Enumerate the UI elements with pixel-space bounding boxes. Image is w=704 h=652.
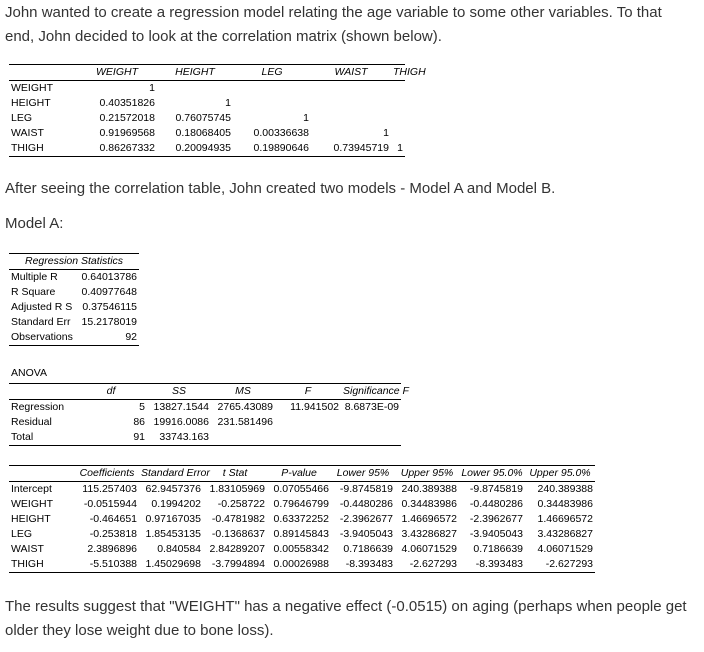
stat-label: Standard Err: [11, 316, 71, 328]
coef-cell: 0.63372252: [273, 513, 329, 525]
corr-col-header: WEIGHT: [77, 65, 157, 81]
correlation-row: [9, 81, 405, 97]
coef-cell: 0.840584: [157, 543, 201, 555]
anova-row: [9, 430, 401, 446]
coef-cell: -0.258722: [217, 498, 265, 510]
corr-cell: 0.40351826: [99, 97, 155, 109]
corr-cell: [233, 81, 311, 97]
coefficients-header-row: [9, 466, 595, 482]
anova-cell: [275, 415, 341, 430]
coef-cell: 1.85453135: [145, 528, 201, 540]
coefficients-row: [9, 512, 595, 527]
anova-row-label: Residual: [11, 416, 52, 428]
regression-stat-row: [9, 285, 139, 300]
stat-value: 0.40977648: [81, 286, 138, 298]
coef-cell: 0.97167035: [145, 513, 201, 525]
anova-row-label: Total: [9, 430, 75, 446]
anova-cell: [275, 430, 341, 446]
anova-col-header: F: [275, 384, 341, 400]
anova-cell: 11.941502: [290, 401, 339, 413]
coefficients-row: [9, 497, 595, 512]
coefficients-row: [9, 527, 595, 542]
anova-cell: 2765.43089: [217, 401, 273, 413]
stat-label: R Square: [11, 286, 56, 298]
corr-cell: 1: [149, 82, 155, 94]
coef-cell: 3.43286827: [401, 528, 457, 540]
corr-cell: 1: [383, 127, 389, 139]
corr-col-header: THIGH: [391, 65, 405, 81]
model-label: Model A:: [5, 215, 64, 232]
corr-cell: 0.86267332: [77, 141, 157, 157]
coef-row-label: WAIST: [11, 543, 44, 555]
corr-cell: 0.18068405: [175, 127, 231, 139]
coef-cell: -0.4781982: [211, 513, 265, 525]
coefficients-row: [9, 557, 595, 573]
coef-cell: -0.4480286: [469, 498, 523, 510]
stat-value: 0.64013786: [81, 271, 138, 283]
anova-row: [9, 400, 401, 416]
correlation-row: [9, 111, 405, 126]
after-text: After seeing the correlation table, John created two models - Model A and Model B.: [5, 180, 556, 197]
regression-stats-title-row: [9, 254, 139, 270]
coef-cell: 0.79646799: [273, 498, 329, 510]
conclusion-text: The results suggest that "WEIGHT" has a negative effect (-0.0515) on aging (perhaps when people get older they lose weight due to bone loss).: [5, 598, 687, 639]
coef-cell: -3.9405043: [339, 528, 393, 540]
corr-cell: [311, 81, 391, 97]
coef-cell: 2.84289207: [209, 543, 265, 555]
anova-cell: 5: [139, 401, 145, 413]
coef-cell: 1.46696572: [537, 513, 593, 525]
anova-cell: 19916.0086: [153, 416, 209, 428]
coef-cell: 3.43286827: [537, 528, 593, 540]
coef-cell: -9.8745819: [339, 483, 393, 495]
correlation-header-row: [9, 65, 405, 81]
coef-cell: 0.34483986: [401, 498, 457, 510]
coef-cell: 0.7186639: [343, 543, 393, 555]
coef-cell: -0.4480286: [339, 498, 393, 510]
coef-cell: -0.1368637: [211, 528, 265, 540]
anova-cell: [341, 415, 401, 430]
correlation-row: [9, 126, 405, 141]
coef-cell: 0.89145843: [273, 528, 329, 540]
coef-cell: -2.3962677: [339, 513, 393, 525]
coef-cell: 115.257403: [82, 483, 137, 495]
coef-cell: 4.06071529: [401, 543, 457, 555]
coef-cell: -8.393483: [459, 557, 525, 573]
corr-row-label: HEIGHT: [11, 97, 51, 109]
corr-col-header: WAIST: [311, 65, 391, 81]
coef-col-header: Upper 95.0%: [525, 466, 595, 482]
coef-row-label: LEG: [11, 528, 33, 540]
anova-cell: 33743.163: [147, 430, 211, 446]
coefficients-row: [9, 542, 595, 557]
coef-row-label: HEIGHT: [11, 513, 51, 525]
regression-stats-table: [9, 253, 139, 346]
coef-cell: -2.627293: [525, 557, 595, 573]
stat-value: 92: [75, 330, 139, 346]
corr-cell: 1: [225, 97, 231, 109]
coef-cell: -5.510388: [75, 557, 139, 573]
corr-cell: 0.21572018: [99, 112, 155, 124]
coef-col-header: Standard Error: [139, 466, 203, 482]
anova-title: ANOVA: [11, 367, 47, 379]
coefficients-table: [9, 465, 595, 573]
corr-cell: 0.91969568: [99, 127, 155, 139]
corr-cell: [157, 81, 233, 97]
anova-cell: 231.581496: [217, 416, 273, 428]
corr-cell: [391, 126, 405, 141]
corr-col-header: HEIGHT: [157, 65, 233, 81]
anova-col-header: df: [75, 384, 147, 400]
anova-header-row: [9, 384, 401, 400]
regression-stat-row: [9, 270, 139, 286]
coef-cell: 240.389388: [537, 483, 593, 495]
coef-cell: 0.07055466: [273, 483, 329, 495]
corr-cell: 1: [303, 112, 309, 124]
coef-cell: -3.7994894: [203, 557, 267, 573]
stat-label: Observations: [9, 330, 75, 346]
coef-cell: 1.46696572: [401, 513, 457, 525]
anova-cell: 8.6873E-09: [344, 401, 399, 413]
coef-cell: -9.8745819: [469, 483, 523, 495]
coef-cell: -2.3962677: [469, 513, 523, 525]
coef-row-label: WEIGHT: [11, 498, 53, 510]
coef-cell: 1.45029698: [139, 557, 203, 573]
anova-col-header: Significance F: [341, 384, 401, 400]
corr-col-header: LEG: [233, 65, 311, 81]
coef-cell: 4.06071529: [537, 543, 593, 555]
corr-cell: [391, 81, 405, 97]
coef-cell: 240.389388: [401, 483, 457, 495]
coef-cell: -0.464651: [89, 513, 137, 525]
coef-cell: 0.7186639: [473, 543, 523, 555]
anova-table: [9, 383, 409, 446]
anova-row: [9, 415, 401, 430]
coef-cell: -8.393483: [331, 557, 395, 573]
corr-cell: 1: [391, 141, 405, 157]
coef-cell: 0.00026988: [267, 557, 331, 573]
coef-col-header: P-value: [267, 466, 331, 482]
coef-row-label: Intercept: [11, 483, 52, 495]
correlation-row: [9, 141, 405, 157]
stat-value: 15.2178019: [81, 316, 138, 328]
corr-row-label: WAIST: [11, 127, 44, 139]
coef-cell: -2.627293: [395, 557, 459, 573]
coef-cell: 0.1994202: [151, 498, 201, 510]
corr-cell: [391, 111, 405, 126]
stat-value: 0.37546115: [82, 301, 138, 313]
corr-cell: 0.20094935: [157, 141, 233, 157]
anova-row-label: Regression: [11, 401, 65, 413]
coef-row-label: THIGH: [9, 557, 75, 573]
corr-cell: [233, 96, 311, 111]
coef-cell: 2.3896896: [87, 543, 137, 555]
regression-stat-row: [9, 330, 139, 346]
anova-cell: 86: [133, 416, 145, 428]
corr-row-label: WEIGHT: [11, 82, 53, 94]
regression-stat-row: [9, 315, 139, 330]
coef-col-header: Upper 95%: [395, 466, 459, 482]
coef-col-header: Coefficients: [75, 466, 139, 482]
correlation-row: [9, 96, 405, 111]
anova-cell: 91: [75, 430, 147, 446]
corr-row-label: LEG: [11, 112, 33, 124]
coef-cell: 1.83105969: [209, 483, 265, 495]
anova-col-header: MS: [211, 384, 275, 400]
intro-text: John wanted to create a regression model relating the age variable to some other variables. To that end, John decided to look at the correlation matrix (shown below).: [5, 4, 662, 45]
corr-cell: [311, 111, 391, 126]
corr-cell: 0.73945719: [311, 141, 391, 157]
corr-cell: [391, 96, 405, 111]
regression-stats-title: Regression Statistics: [9, 254, 139, 270]
coef-cell: -0.0515944: [83, 498, 137, 510]
anova-col-header: SS: [147, 384, 211, 400]
stat-label: Adjusted R S: [11, 301, 73, 313]
correlation-table: [9, 64, 426, 157]
coef-col-header: t Stat: [203, 466, 267, 482]
stat-label: Multiple R: [11, 271, 58, 283]
coef-cell: 0.34483986: [537, 498, 593, 510]
regression-stat-row: [9, 300, 139, 315]
coef-cell: -0.253818: [89, 528, 137, 540]
coef-col-header: Lower 95.0%: [459, 466, 525, 482]
anova-cell: [341, 430, 401, 446]
coefficients-row: [9, 482, 595, 498]
coef-cell: -3.9405043: [469, 528, 523, 540]
anova-cell: [211, 430, 275, 446]
coef-cell: 62.9457376: [145, 483, 201, 495]
coef-cell: 0.00558342: [273, 543, 329, 555]
anova-cell: 13827.1544: [153, 401, 209, 413]
corr-cell: 0.19890646: [233, 141, 311, 157]
coef-col-header: Lower 95%: [331, 466, 395, 482]
corr-cell: 0.76075745: [175, 112, 231, 124]
corr-cell: 0.00336638: [253, 127, 309, 139]
corr-row-label: THIGH: [9, 141, 77, 157]
corr-cell: [311, 96, 391, 111]
